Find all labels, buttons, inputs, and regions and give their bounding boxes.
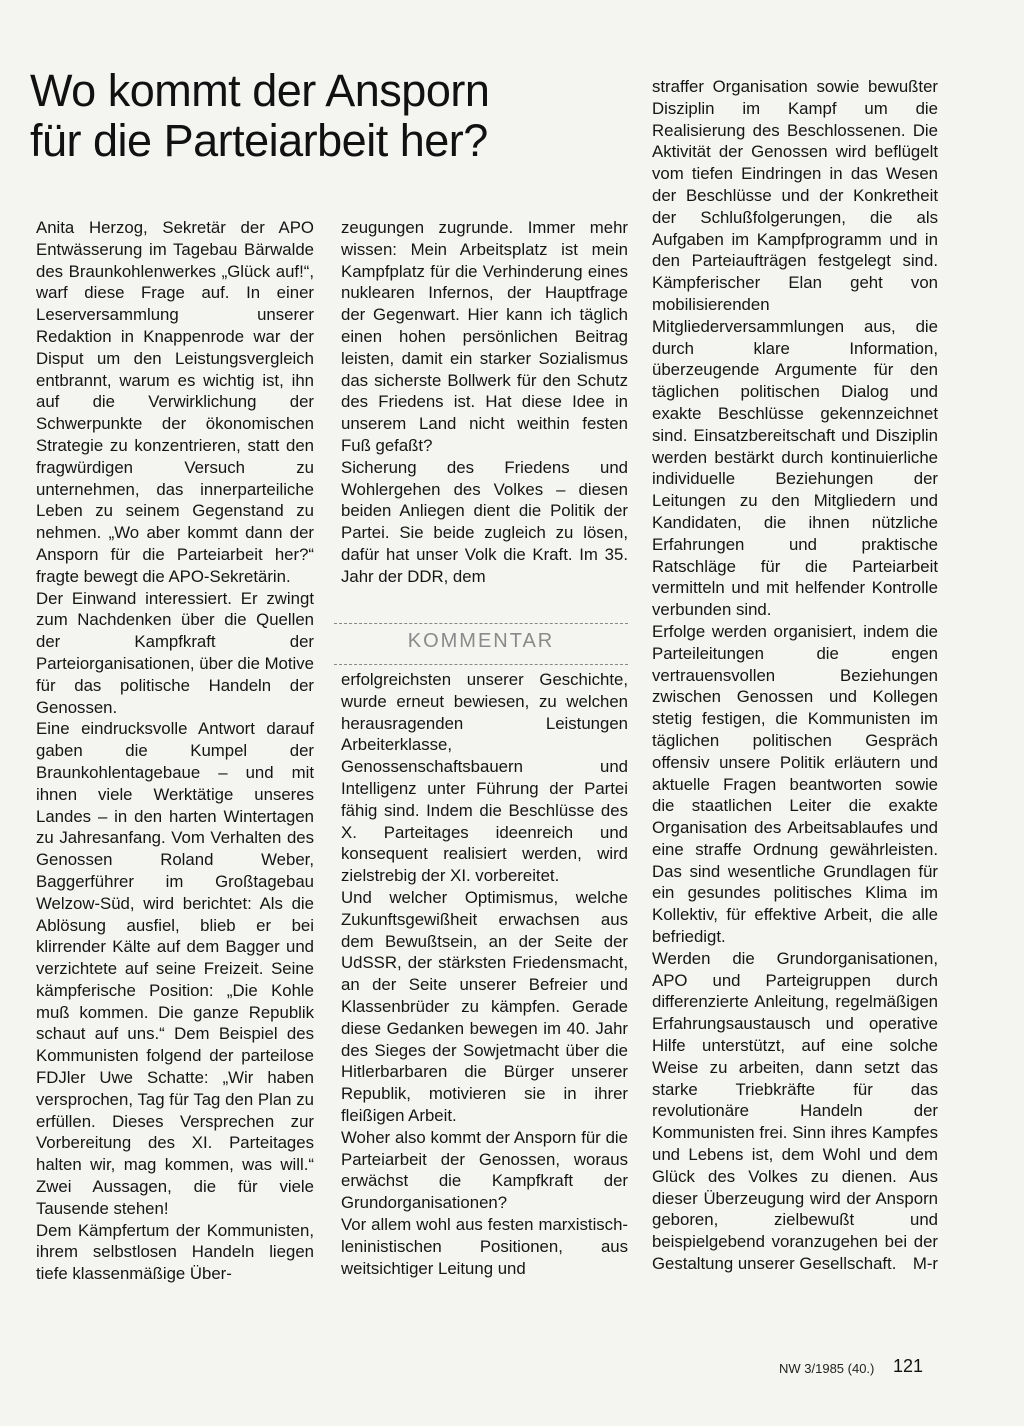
text-column-2-bottom bbox=[341, 669, 628, 1279]
paragraph: Der Einwand interessiert. Er zwingt zum Nachdenken über die Quellen der Kampfkraft der Parteiorganisationen, über die Motive für das politische Handeln der Genossen. bbox=[36, 588, 314, 717]
page-number: 121 bbox=[893, 1356, 924, 1376]
paragraph: Anita Herzog, Sekretär der APO Entwässerung im Tagebau Bärwalde des Braunkohlenwerkes „Glück auf!“, warf diese Frage auf. In einer Leserversammlung unserer Redaktion in Knappenrode war der Disput um den Leistungsvergleich entbrannt, warum es wichtig ist, ihn auf die Verwirklichung der Schwerpunkte der ökonomischen Strategie zu konzentrieren, statt den fragwürdigen Versuch zu unternehmen, das innerparteiliche Leben zu seinem Gegenstand zu nehmen. „Wo aber kommt dann der Ansporn für die Parteiarbeit her?“ fragte bewegt die APO-Sekretärin. bbox=[36, 218, 314, 586]
paragraph bbox=[652, 948, 938, 1275]
kommentar-stamp bbox=[334, 620, 628, 666]
headline-line-1: Wo kommt der Ansporn bbox=[30, 65, 490, 116]
author-signature: M-r bbox=[912, 1254, 938, 1274]
article-headline bbox=[30, 66, 620, 166]
paragraph: zeugungen zugrunde. Immer mehr wissen: Mein Arbeitsplatz ist mein Kampfplatz für die Verhinderung eines nuklearen Infernos, der Hauptfrage der Gegenwart. Hier kann ich täglich einen hohen persönlichen Beitrag leisten, damit ein starker Sozialismus das sicherste Bollwerk für den Schutz des Friedens ist. Hat diese Idee in unserem Land nicht weithin festen Fuß gefaßt? bbox=[341, 218, 628, 455]
paragraph-text: Werden die Grundorganisationen, APO und Parteigruppen durch differenzierte Anleitung, regelmäßigen Erfahrungsaustausch und operative Hilfe unterstützt, auf eine solche Weise zu arbeiten, dann setzt das starke Triebkräfte für das revolutionäre Handeln der Kommunisten frei. Sinn ihres Kampfes und Lebens ist, dem Wohl und dem Glück des Volkes zu dienen. Aus dieser Überzeugung wird der Ansporn geboren, zielbewußt und beispielgebend voranzugehen bei der Gestaltung unserer Gesellschaft. bbox=[652, 948, 938, 1274]
paragraph: Vor allem wohl aus festen marxistisch-leninistischen Positionen, aus weitsichtiger Leitung und bbox=[341, 1214, 628, 1278]
paragraph: Eine eindrucksvolle Antwort darauf gaben die Kumpel der Braunkohlentagebaue – und mit ihnen viele Werktätige unseres Landes – in den harten Wintertagen zu Jahresanfang. Vom Verhalten des Genossen Roland Weber, Baggerführer im Großtagebau Welzow-Süd, wird berichtet: Als die Ablösung ausfiel, blieb er bei klirrender Kälte auf dem Bagger und verzichtete auf seine Freizeit. Seine kämpferische Position: „Die Kohle muß kommen. Die ganze Republik schaut auf uns.“ Dem Beispiel des Kommunisten folgend der parteilose FDJler Uwe Schatte: „Wir haben versprochen, Tag für Tag den Plan zu erfüllen. Dieses Versprechen zur Vorbereitung des XI. Parteitages halten wir, mag kommen, was will.“ Zwei Aussagen, die für viele Tausende stehen! bbox=[36, 719, 314, 1218]
paragraph: Sicherung des Friedens und Wohlergehen des Volkes – diesen beiden Anliegen dient die Politik der Partei. Sie beide zugleich zu lösen, dafür hat unser Volk die Kraft. Im 35. Jahr der DDR, dem bbox=[341, 457, 628, 586]
text-column-3 bbox=[652, 76, 938, 1275]
paragraph: Erfolge werden organisiert, indem die Parteileitungen die engen vertrauensvollen Beziehungen zwischen Genossen und Kollegen stetig festigen, die Kommunisten im täglichen politischen Gespräch offensiv unsere Politik erläutern und aktuelle Fragen beantworten sowie die staatlichen Leiter die exakte Organisation des Arbeitsablaufes und eine straffe Ordnung gewährleisten. Das sind wesentliche Grundlagen für ein gesundes politisches Klima im Kollektiv, für effektive Arbeit, die alle befriedigt. bbox=[652, 621, 938, 947]
text-column-2-top bbox=[341, 217, 628, 588]
divider bbox=[334, 623, 628, 624]
paragraph: Woher also kommt der Ansporn für die Parteiarbeit der Genossen, woraus erwächst die Kampfkraft der Grundorganisationen? bbox=[341, 1127, 628, 1213]
issue-reference: NW 3/1985 (40.) bbox=[779, 1361, 875, 1376]
paragraph: Dem Kämpfertum der Kommunisten, ihrem selbstlosen Handeln liegen tiefe klassenmäßige Über- bbox=[36, 1220, 314, 1284]
headline-line-2: für die Parteiarbeit her? bbox=[30, 115, 488, 166]
paragraph: straffer Organisation sowie bewußter Disziplin im Kampf um die Realisierung des Beschlossenen. Die Aktivität der Genossen wird beflügelt vom tiefen Eindringen in das Wesen der Beschlüsse und der Konkretheit der Schlußfolgerungen, die als Aufgaben im Kampfprogramm und in den Parteiaufträgen festgelegt sind. Kämpferischer Elan geht von mobilisierenden Mitgliederversammlungen aus, die durch klare Information, überzeugende Argumente für den täglichen politischen Dialog und exakte Beschlüsse gekennzeichnet sind. Einsatzbereitschaft und Disziplin werden bestärkt durch kontinuierliche individuelle Beziehungen der Leitungen zu den Mitgliedern und Kandidaten, die ihnen nützliche Erfahrungen und praktische Ratschläge für die Parteiarbeit vermitteln und mit helfender Kontrolle verbunden sind. bbox=[652, 77, 938, 620]
paragraph: Und welcher Optimismus, welche Zukunftsgewißheit erwachsen aus dem Bewußtsein, an der Seite der UdSSR, der stärksten Friedensmacht, an der Seite unserer Befreier und Klassenbrüder zu kämpfen. Gerade diese Gedanken bewegen im 40. Jahr des Sieges der Sowjetmacht über die Hitlerbarbaren die Bürger unserer Republik, motivieren sie in ihrer fleißigen Arbeit. bbox=[341, 887, 628, 1125]
divider bbox=[334, 664, 628, 665]
paragraph: erfolgreichsten unserer Geschichte, wurde erneut bewiesen, zu welchen herausragenden Leistungen Arbeiterklasse, Genossenschaftsbauern und Intelligenz unter Führung der Partei fähig sind. Indem die Beschlüsse des X. Parteitages ideenreich und konsequent realisiert werden, wird zielstrebig der XI. vorbereitet. bbox=[341, 670, 628, 886]
kommentar-label: KOMMENTAR bbox=[407, 630, 555, 652]
text-column-1 bbox=[36, 217, 314, 1285]
